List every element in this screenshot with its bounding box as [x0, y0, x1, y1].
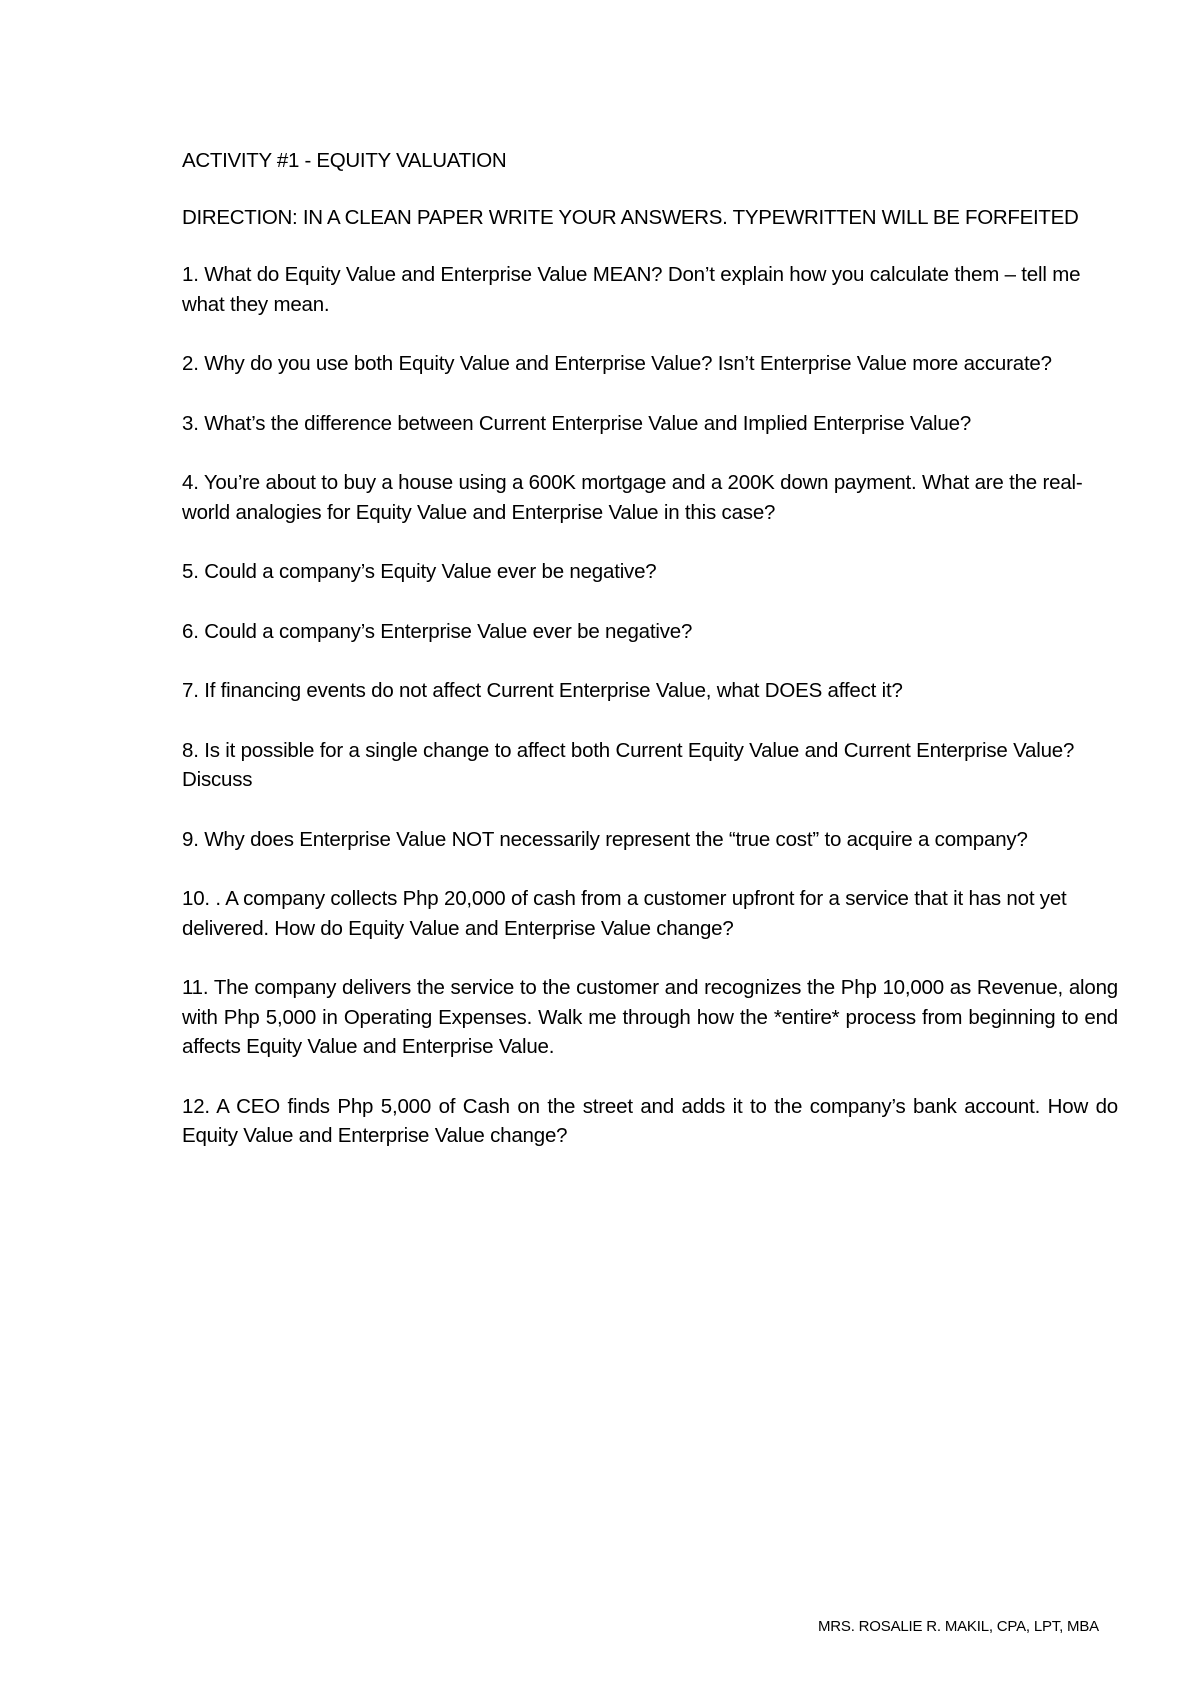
document-body — [182, 146, 1118, 1181]
question-12: 12. A CEO finds Php 5,000 of Cash on the street and adds it to the company’s bank account. How do Equity Value and Enterprise Value change? — [182, 1094, 1118, 1147]
direction-text: DIRECTION: IN A CLEAN PAPER WRITE YOUR ANSWERS. TYPEWRITTEN WILL BE FORFEITED — [182, 206, 1079, 229]
author-footer: MRS. ROSALIE R. MAKIL, CPA, LPT, MBA — [818, 1618, 1099, 1635]
question-4: 4. You’re about to buy a house using a 600K mortgage and a 200K down payment. What are the real-world analogies for Equity Value and Enterprise Value in this case? — [182, 471, 1083, 524]
question-1: 1. What do Equity Value and Enterprise Value MEAN? Don’t explain how you calculate them – tell me what they mean. — [182, 263, 1081, 316]
question-11: 11. The company delivers the service to the customer and recognizes the Php 10,000 as Revenue, along with Php 5,000 in Operating Expenses. Walk me through how the *entire* process from beginning to end affects Equity Value and Enterprise Value. — [182, 976, 1118, 1058]
question-8: 8. Is it possible for a single change to affect both Current Equity Value and Current Enterprise Value? Discuss — [182, 738, 1075, 791]
question-10: 10. . A company collects Php 20,000 of cash from a customer upfront for a service that it has not yet delivered. How do Equity Value and Enterprise Value change? — [182, 887, 1067, 940]
question-6: 6. Could a company’s Enterprise Value ever be negative? — [182, 619, 693, 643]
question-2: 2. Why do you use both Equity Value and Enterprise Value? Isn’t Enterprise Value more accurate? — [182, 352, 1052, 375]
question-5: 5. Could a company’s Equity Value ever be negative? — [182, 560, 657, 583]
question-3: 3. What’s the difference between Current Enterprise Value and Implied Enterprise Value? — [182, 411, 972, 435]
activity-title: ACTIVITY #1 - EQUITY VALUATION — [182, 149, 507, 172]
question-9: 9. Why does Enterprise Value NOT necessarily represent the “true cost” to acquire a company? — [182, 827, 1028, 851]
question-7: 7. If financing events do not affect Current Enterprise Value, what DOES affect it? — [182, 679, 903, 702]
